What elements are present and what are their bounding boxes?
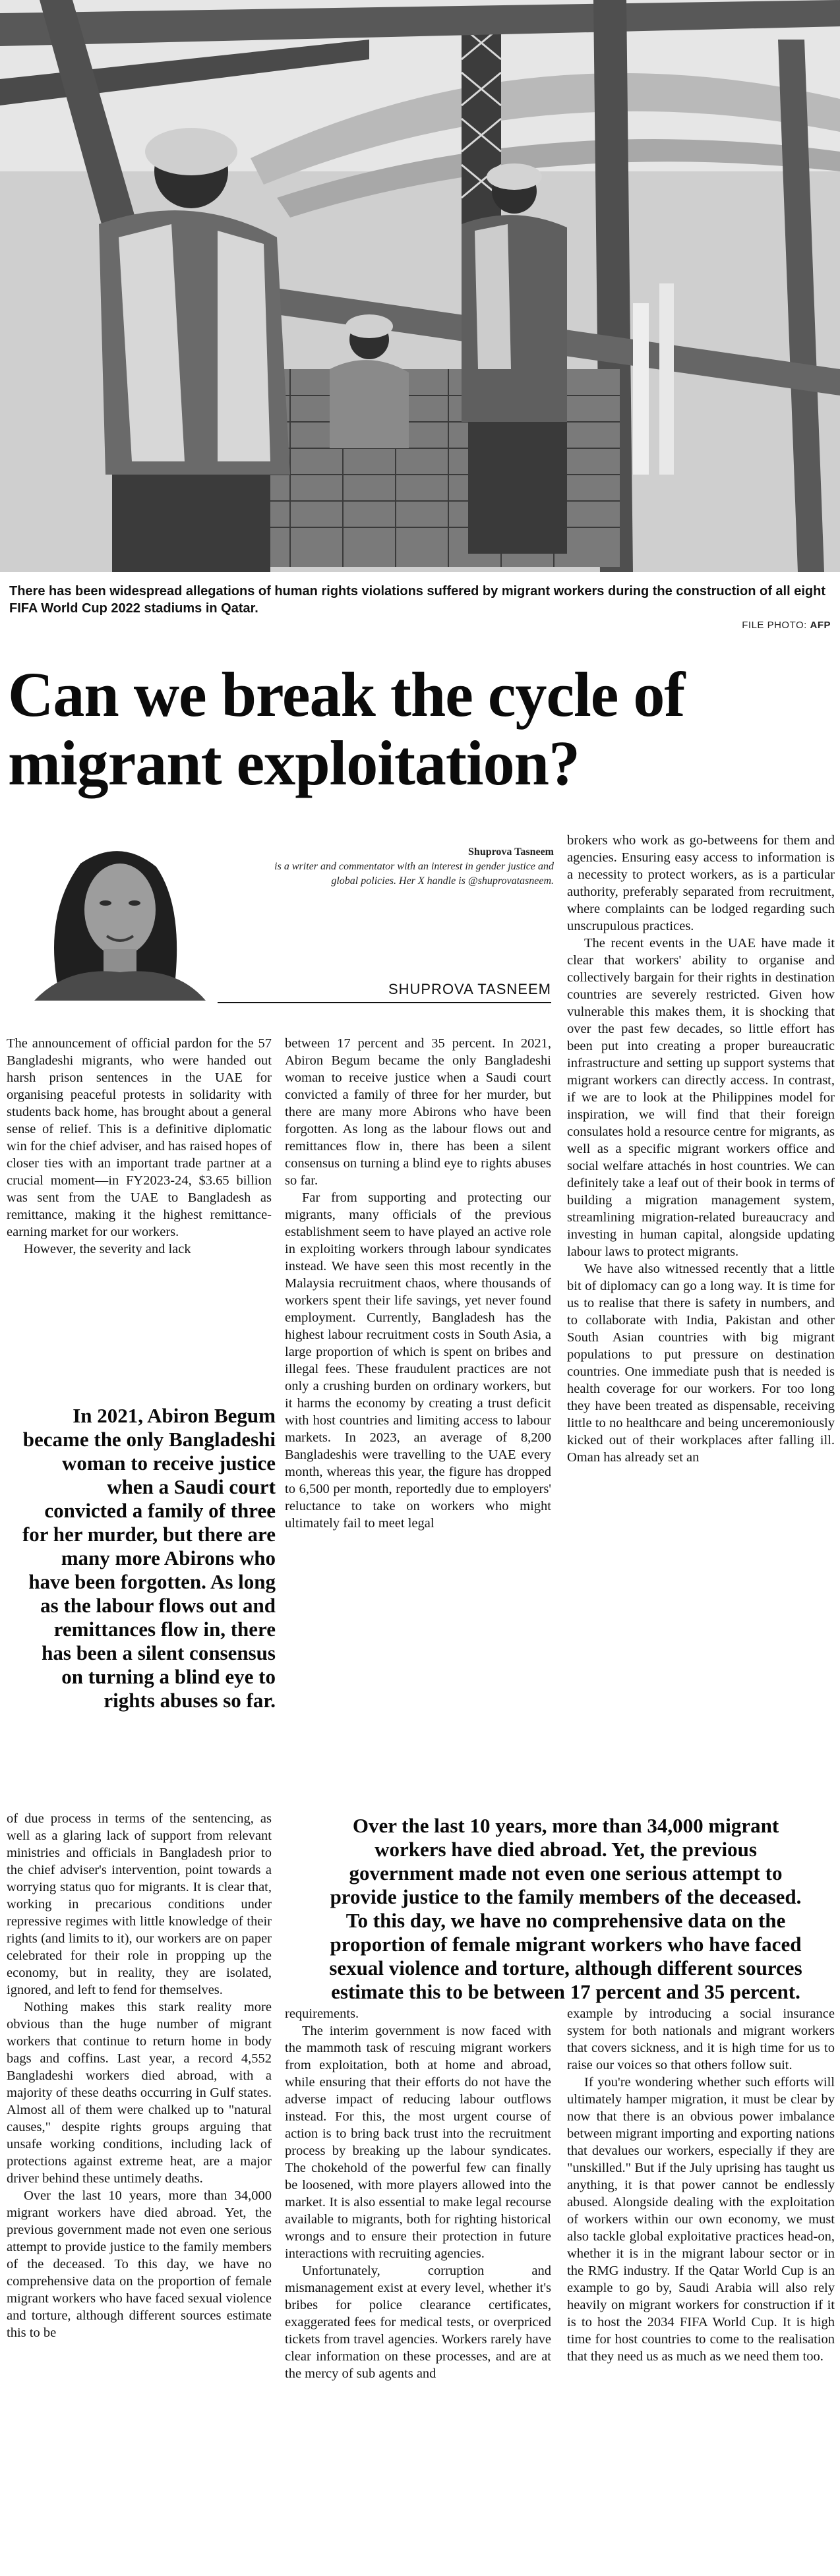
body-paragraph: requirements. <box>285 2006 359 2021</box>
body-paragraph: example by introducing a social insurance system for both nationals and migrant workers that covers sickness, and it is high time for us to raise our voices so that others follow suit. <box>567 2006 835 2072</box>
body-paragraph: between 17 percent and 35 percent. In 2021, Abiron Begum became the only Bangladeshi woman to receive justice when a Saudi court convicted a family of three for her murder, but there are many more Abirons who have been forgotten. As long as the labour flows out and remittances flow in, there has been a silent consensus on turning a blind eye to rights abuses so far. <box>285 1036 551 1188</box>
body-paragraph: Unfortunately, corruption and mismanagement exist at every level, whether it's bribes for police clearance certificates, exaggerated fees for medical tests, or overpriced tickets from travel agencies. Workers rarely have clear information on these processes, and are at the mercy of sub agents and <box>285 2264 551 2381</box>
article-headline: Can we break the cycle of migrant exploitation? <box>8 659 685 798</box>
author-byline: SHUPROVA TASNEEM <box>388 981 551 997</box>
photo-credit <box>742 620 831 631</box>
author-bio-text: is a writer and commentator with an interest in gender justice and global policies. Her X handle is @shuprovatasneem. <box>274 861 554 887</box>
author-portrait-image <box>15 837 212 1001</box>
body-paragraph: However, the severity and lack <box>24 1242 191 1256</box>
body-paragraph: Nothing makes this stark reality more obvious than the huge number of migrant workers that continue to return home in body bags and coffins. Last year, a record 4,552 Bangladeshi workers died abroad, with a majority of these deaths occurring in Gulf states. Almost all of them were chalked up to "natural causes," despite rights groups arguing that unsafe working conditions, including lack of protections against extreme heat, are a major driver behind these untimely deaths. <box>7 2000 272 2186</box>
body-column-2-bottom <box>285 2005 551 2382</box>
body-paragraph: We have also witnessed recently that a little bit of diplomacy can go a long way. It is time for us to realise that there is safety in numbers, and to collaborate with India, Pakistan and other South Asian countries with big migrant populations to put pressure on destination countries. One immediate push that is needed is health coverage for our workers. For too long they have been treated as dispensable, receiving little to no healthcare and being unceremoniously kicked out of their workplaces after falling ill. Oman has already set an <box>567 1262 835 1465</box>
body-paragraph: of due process in terms of the sentencing, as well as a glaring lack of support from relevant ministries and officials in Bangladesh prior to the chief adviser's intervention, point towards a worrying status quo for migrants. It is clear that, working in precarious conditions under repressive regimes with little knowledge of their rights (and limits to it), our workers are on paper celebrated for their role in propping up the economy, but in reality, they are isolated, ignored, and left to fend for themselves. <box>7 1811 272 1997</box>
article-photo <box>0 0 840 572</box>
body-paragraph: brokers who work as go-betweens for them and agencies. Ensuring easy access to information is a necessity to protect workers, as is a particular authority, preferably separated from recruitment, where complaints can be lodged regarding such unscrupulous practices. <box>567 833 835 933</box>
body-column-1-top <box>7 1035 272 1258</box>
photo-caption: There has been widespread allegations of human rights violations suffered by migrant workers during the construction of all eight FIFA World Cup 2022 stadiums in Qatar. <box>9 584 825 616</box>
body-column-3-top <box>567 832 835 1466</box>
body-paragraph: The interim government is now faced with the mammoth task of rescuing migrant workers from exploitation, both at home and abroad, while ensuring that their efforts do not have the adverse impact of reducing labour outflows instead. For this, the most urgent course of action is to bring back trust into the recruitment process by breaking up the labour syndicates. The chokehold of the powerful few can finally be loosened, with more players allowed into the market. It is also essential to make legal recourse available to migrants, both for righting historical wrongs and to ensure their protection in future interactions with recruiting agencies. <box>285 2024 551 2261</box>
pullquote-2: Over the last 10 years, more than 34,000 migrant workers have died abroad. Yet, the previous government made not even one serious attempt to provide justice to the family members of the deceased. To this day, we have no comprehensive data on the proportion of female migrant workers who have faced sexual violence and torture, although different sources estimate this to be between 17 percent and 35 percent. <box>329 1814 802 2003</box>
body-paragraph: If you're wondering whether such efforts will ultimately hamper migration, it must be clear by now that there is an obvious power imbalance between migrant importing and exporting nations that devalues our workers, especially if they are "unskilled." But if the July uprising has taught us anything, it is that power cannot be endlessly abused. Alongside dealing with the exploitation of workers within our own economy, we must also tackle global exploitative practices head-on, whether it is in the migrant labour sector or in the RMG industry. If the Qatar World Cup is an example to go by, Saudi Arabia will also rely heavily on migrant workers for construction if it is to host the 2034 FIFA World Cup. It is high time for host countries to come to the realisation that they need us as much as we need them too. <box>567 2075 835 2364</box>
construction-workers-image <box>0 0 840 572</box>
photo-credit-source: AFP <box>810 620 831 631</box>
author-portrait <box>15 837 212 1001</box>
author-bio <box>264 845 554 889</box>
pullquote-1: In 2021, Abiron Begum became the only Bangladeshi woman to receive justice when a Saudi court convicted a family of three for her murder, but there are many more Abirons who have been forgotten. As long as the labour flows out and remittances flow in, there has been a silent consensus on turning a blind eye to rights abuses so far. <box>22 1404 276 1712</box>
photo-credit-label: FILE PHOTO: <box>742 620 807 631</box>
author-bio-name: Shuprova Tasneem <box>468 846 554 858</box>
body-paragraph: The recent events in the UAE have made it clear that workers' ability to organise and collectively bargain for their rights in destination countries are severely restricted. Given how vulnerable this makes them, it is shocking that over the past few decades, so little effort has been put into creating a proper bureaucratic infrastructure and setting up support systems that migrant workers can directly access. In contrast, if we are to look at the Philippines model for inspiration, we will find that their foreign consulates hold a resource centre for migrants, as well as a specific migrant workers office and social welfare attachés in host countries. We can definitely take a leaf out of their book in terms of building a migration management system, streamlining migration-related bureaucracy and investing in human capital, alongside updating labour laws to protect migrants. <box>567 936 835 1259</box>
body-paragraph: The announcement of official pardon for the 57 Bangladeshi migrants, who were handed out harsh prison sentences in the UAE for organising peaceful protests in solidarity with students back home, has brought about a general sense of relief. This is a definitive diplomatic win for the chief adviser, and has raised hopes of closer ties with an important trade partner at a crucial moment—in FY2023-24, $3.65 billion was sent from the UAE to Bangladesh as remittance, making it the highest remittance-earning market for our workers. <box>7 1036 272 1239</box>
body-column-3-bottom <box>567 2005 835 2365</box>
body-paragraph: Far from supporting and protecting our migrants, many officials of the previous establishment seem to have played an active role in exploiting workers through labour syndicates instead. We have seen this most recently in the Malaysia recruitment chaos, where thousands of workers spent their life savings, yet never found employment. Currently, Bangladesh has the highest labour recruitment costs in South Asia, a large proportion of which is spent on bribes and illegal fees. These fraudulent practices are not only a crushing burden on ordinary workers, but it harms the economy by creating a trust deficit with host countries and limiting access to labour markets. In 2023, an average of 8,200 Bangladeshis were travelling to the UAE every month, whereas this year, the figure has dropped to 6,500 per month, reportedly due to employers' reluctance to take on workers who might ultimately fail to meet legal <box>285 1190 551 1531</box>
body-column-2-top <box>285 1035 551 1532</box>
byline-divider <box>218 1002 551 1003</box>
body-paragraph: Over the last 10 years, more than 34,000 migrant workers have died abroad. Yet, the previous government made not even one serious attempt to provide justice to the family members of the deceased. To this day, we have no comprehensive data on the proportion of female migrant workers who have faced sexual violence and torture, although different sources estimate this to be <box>7 2188 272 2340</box>
body-column-1-bottom <box>7 1810 272 2341</box>
